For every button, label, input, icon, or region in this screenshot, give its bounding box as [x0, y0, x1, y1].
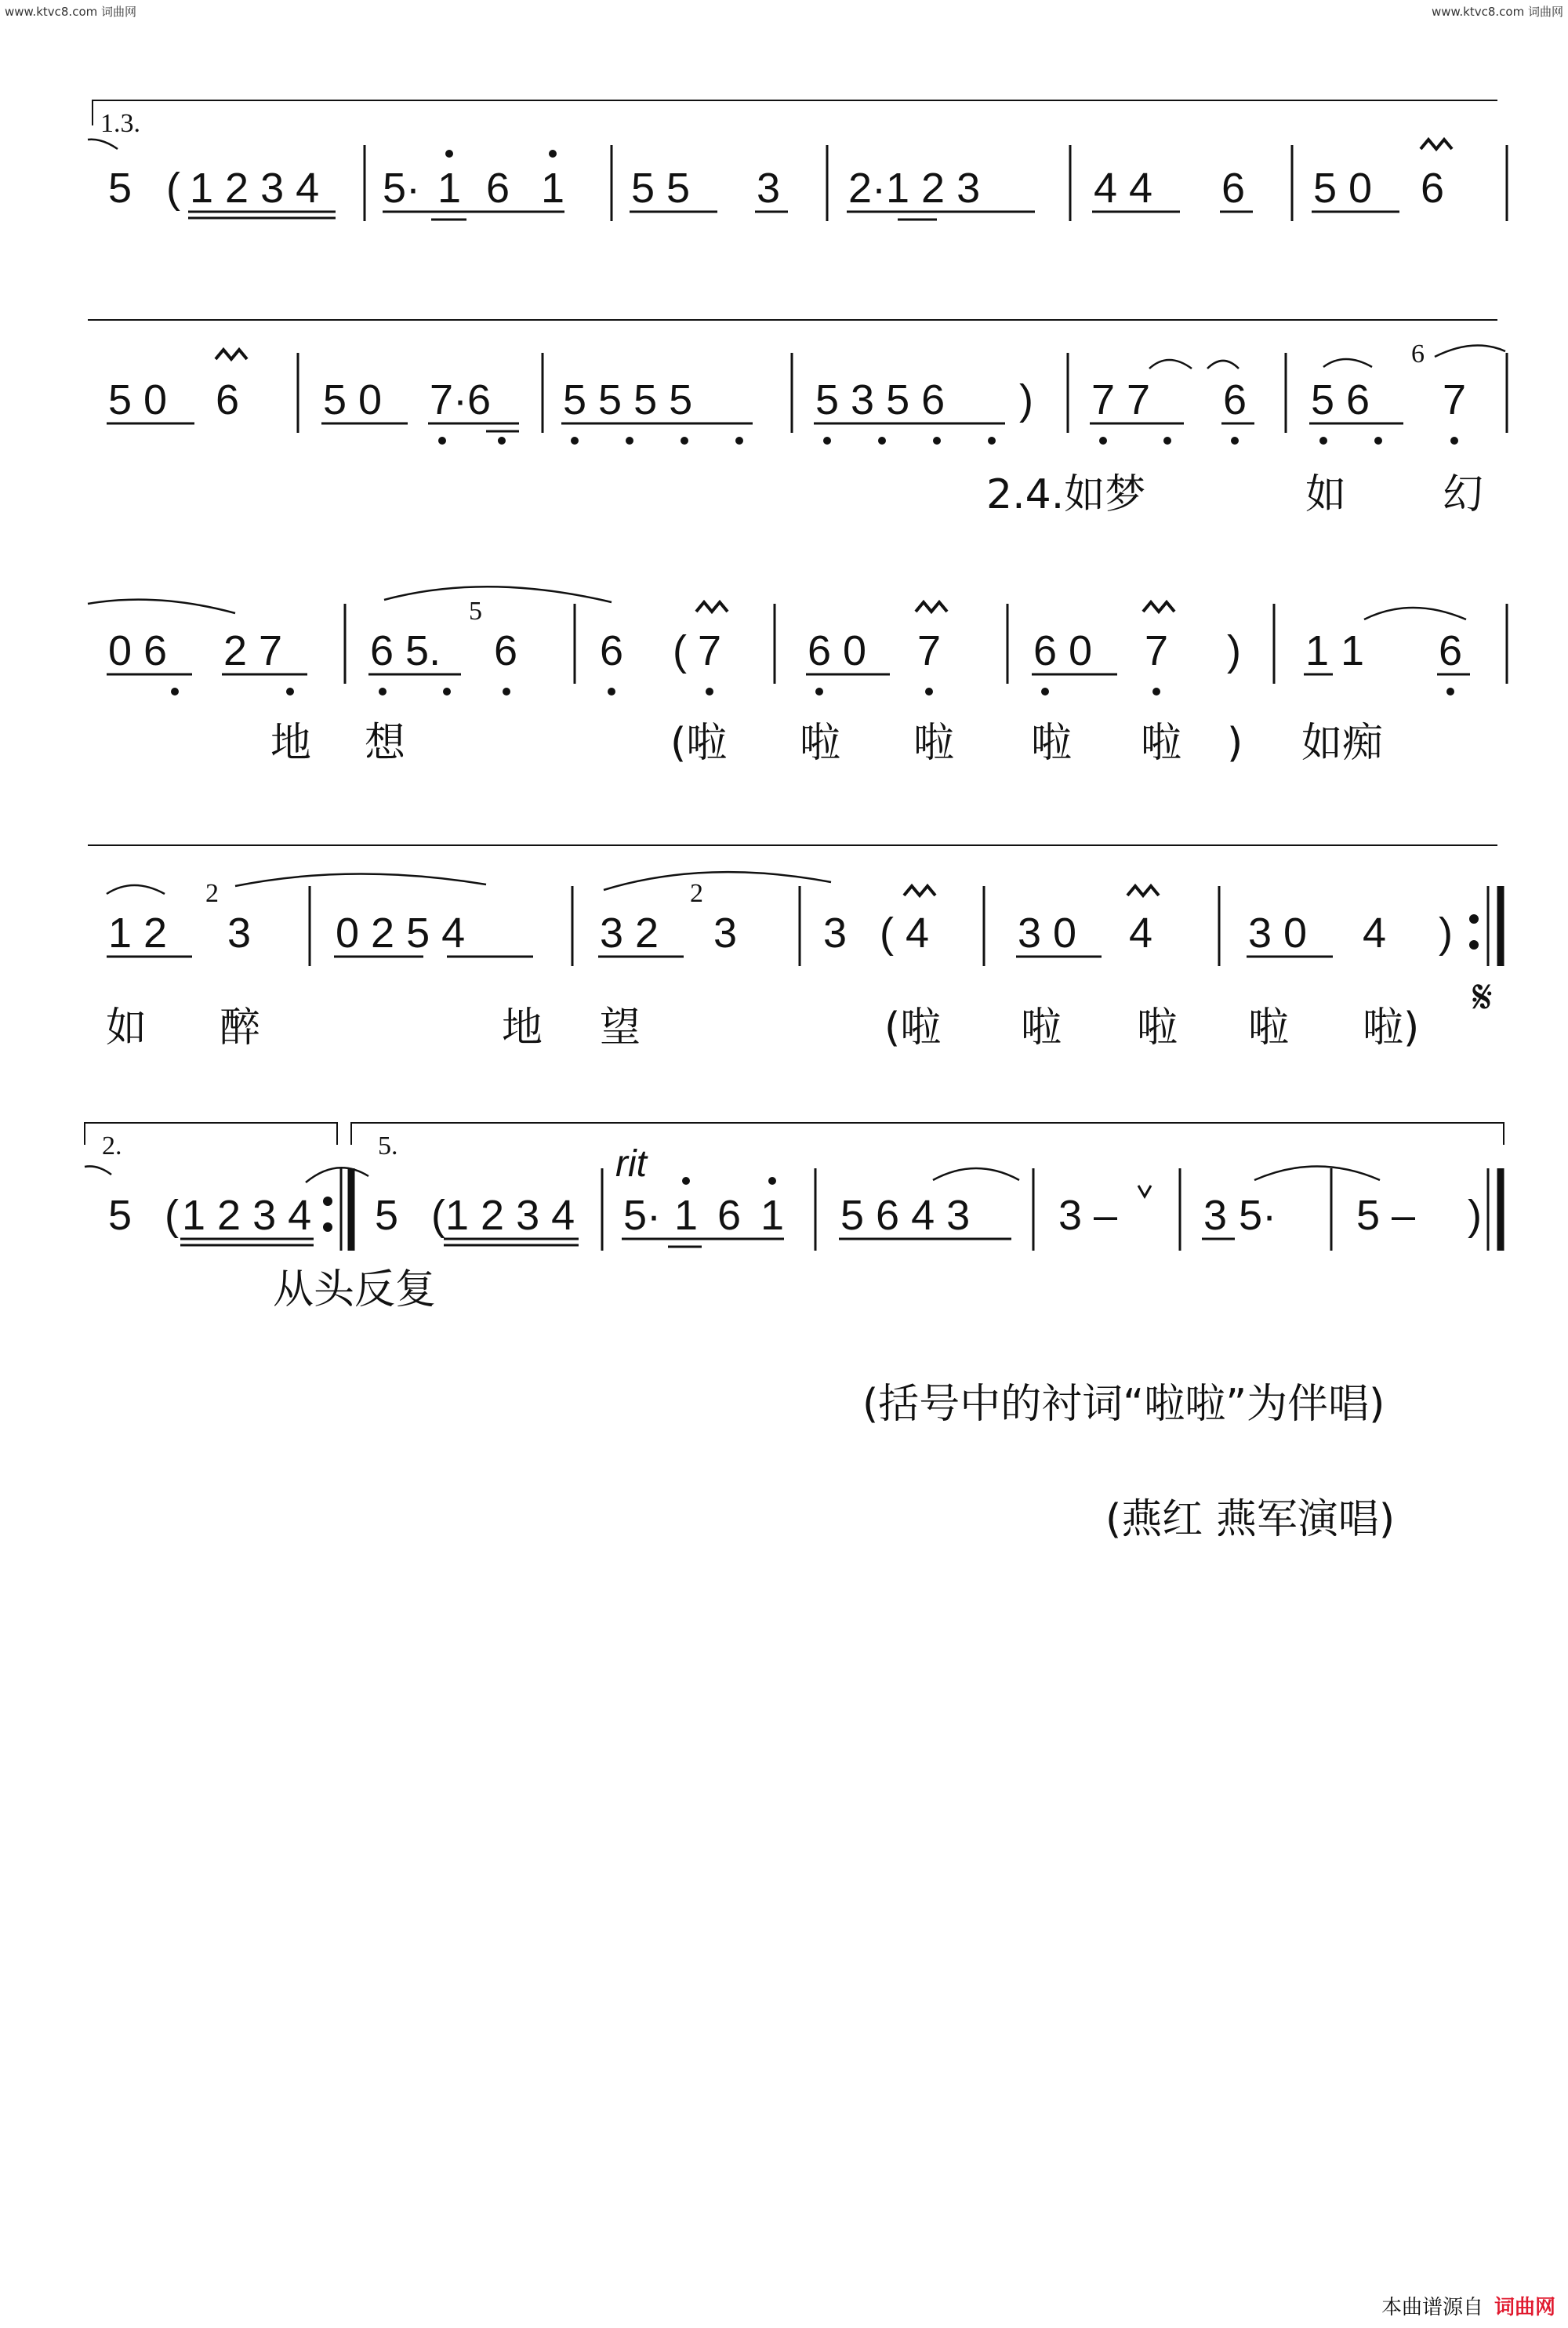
octave-dot: [1099, 437, 1107, 445]
lyric: 2.4.如梦: [986, 471, 1146, 518]
slur: [107, 885, 165, 894]
bracket-close: ): [1019, 376, 1033, 423]
lyric: 幻: [1443, 471, 1484, 518]
note-group: 5 5 5 5: [563, 376, 693, 423]
note: 4: [1129, 910, 1153, 957]
breath-mark: [1138, 1186, 1151, 1197]
octave-dot: [1163, 437, 1171, 445]
note: 4: [1363, 910, 1387, 957]
trill-mark: [696, 602, 728, 612]
slur: [1435, 345, 1505, 357]
volta-label: 1.3.: [100, 109, 140, 138]
octave-dot: [571, 437, 579, 445]
note-group: 3 –: [1058, 1192, 1118, 1239]
note: 7: [1145, 627, 1169, 674]
octave-dot: [379, 688, 387, 695]
note: 6: [216, 376, 240, 423]
grace-note: 5: [469, 597, 482, 626]
trill-mark: [1421, 140, 1452, 149]
note-group: 5 0: [1313, 165, 1373, 212]
tie-mark: [85, 1166, 111, 1175]
volta-bracket: [93, 100, 1497, 125]
note-group: 6 0: [1033, 627, 1093, 674]
octave-dot: [1319, 437, 1327, 445]
repeat-dot: [323, 1197, 332, 1206]
octave-dot: [823, 437, 831, 445]
octave-dot: [706, 688, 713, 695]
lyric: 想: [365, 720, 406, 767]
bracket-open: (: [880, 910, 894, 957]
bracket-open: (: [166, 165, 180, 212]
note: 3: [227, 910, 252, 957]
volta-bracket: [85, 1123, 337, 1145]
note: 1: [760, 1192, 785, 1239]
note-group: 1 1: [1305, 627, 1365, 674]
site-watermark-left: www.ktvc8.com 词曲网: [5, 5, 137, 19]
note: 4: [906, 910, 930, 957]
lyric: 地: [502, 1004, 543, 1051]
slur: [933, 1168, 1019, 1180]
note: 3: [713, 910, 738, 957]
lyric: 如: [106, 1004, 147, 1051]
note: 5: [108, 165, 132, 212]
note: 7: [1443, 376, 1467, 423]
note: 7: [917, 627, 942, 674]
octave-dot: [438, 437, 446, 445]
lyric: 啦: [1021, 1004, 1062, 1051]
tie-mark: [88, 140, 118, 149]
source-watermark: [1381, 2291, 1555, 2320]
site-watermark-right: www.ktvc8.com 词曲网: [1431, 5, 1563, 19]
note-group: 1 2 3 4: [182, 1192, 312, 1239]
tie-mark: [306, 1168, 368, 1182]
score-row-4: [88, 845, 1501, 1051]
note-group: 4 4: [1094, 165, 1153, 212]
accompaniment-note: (括号中的衬词“啦啦”为伴唱): [862, 1381, 1385, 1428]
octave-dot: [1450, 437, 1458, 445]
octave-dot: [1374, 437, 1382, 445]
lyric: 啦: [800, 720, 841, 767]
note-group: 3 0: [1248, 910, 1308, 957]
octave-dot: [735, 437, 743, 445]
trill-mark: [904, 886, 935, 895]
octave-dot: [682, 1177, 690, 1185]
lyric: 啦: [913, 720, 955, 767]
note-group: 3 0: [1018, 910, 1077, 957]
slur: [1364, 608, 1466, 619]
note-group: 7 7: [1091, 376, 1151, 423]
octave-dot: [503, 688, 510, 695]
lyric: 啦: [1248, 1004, 1290, 1051]
octave-dot: [549, 150, 557, 158]
trill-mark: [1143, 602, 1174, 612]
instruction-text: 从头反复: [273, 1266, 437, 1313]
note: 1: [541, 165, 565, 212]
repeat-dot: [1469, 914, 1479, 924]
note-group: 5 0: [108, 376, 168, 423]
note: 6: [1223, 376, 1247, 423]
performer-note: (燕红 燕军演唱): [1105, 1496, 1396, 1543]
lyric: ): [1227, 720, 1243, 767]
octave-dot: [988, 437, 996, 445]
note-group: 5 6 4 3: [840, 1192, 971, 1239]
lyric: 啦: [1031, 720, 1073, 767]
note: 1: [674, 1192, 699, 1239]
octave-dot: [443, 688, 451, 695]
octave-dot: [286, 688, 294, 695]
slur: [1323, 359, 1372, 367]
octave-dot: [933, 437, 941, 445]
note-group: 6 5.: [370, 627, 441, 674]
note-group: 5·: [383, 165, 421, 212]
octave-dot: [1041, 688, 1049, 695]
volta-label: 5.: [378, 1131, 398, 1160]
slur: [235, 873, 486, 886]
octave-dot: [498, 437, 506, 445]
note-group: 3 5·: [1203, 1192, 1277, 1239]
score-row-3: [88, 587, 1507, 767]
lyric: 啦): [1363, 1004, 1420, 1051]
note-group: 7·6: [430, 376, 492, 423]
octave-dot: [1446, 688, 1454, 695]
lyric: 地: [270, 720, 312, 767]
slur: [1207, 361, 1239, 369]
note: 6: [1221, 165, 1246, 212]
octave-dot: [681, 437, 688, 445]
octave-dot: [445, 150, 453, 158]
bracket-open: (: [673, 627, 687, 674]
note: 6: [494, 627, 518, 674]
lyric: 啦: [1141, 720, 1182, 767]
grace-note: 2: [690, 879, 703, 908]
note-group: 1 2: [108, 910, 168, 957]
octave-dot: [925, 688, 933, 695]
note-group: 5 3 5 6: [815, 376, 946, 423]
bracket-open: (: [165, 1192, 179, 1239]
octave-dot: [815, 688, 823, 695]
bracket-close: ): [1227, 627, 1241, 674]
octave-dot: [1231, 437, 1239, 445]
note: 6: [486, 165, 510, 212]
volta-label: 2.: [102, 1131, 122, 1160]
repeat-dot: [323, 1222, 332, 1232]
note: 6: [600, 627, 624, 674]
score-row-5: [85, 1123, 1504, 1313]
note: 5: [108, 1192, 132, 1239]
note-group: 5 5: [631, 165, 691, 212]
lyric: 啦: [1137, 1004, 1178, 1051]
note-group: 6 0: [808, 627, 867, 674]
bracket-open: (: [431, 1192, 445, 1239]
grace-note: 2: [205, 879, 219, 908]
slur: [604, 872, 831, 890]
note-group: 5 0: [323, 376, 383, 423]
bracket-close: ): [1439, 910, 1453, 957]
note-group: 5·: [623, 1192, 662, 1239]
tempo-marking: rit: [615, 1143, 647, 1185]
lyric: 如痴: [1301, 720, 1384, 767]
note: 1: [437, 165, 462, 212]
note: 6: [717, 1192, 742, 1239]
note-group: 2 7: [223, 627, 283, 674]
source-text: 本曲谱源自: [1381, 2296, 1483, 2319]
note: 6: [1439, 627, 1463, 674]
slur: [384, 587, 612, 602]
grace-note: 6: [1411, 340, 1425, 369]
note-group: 1 2 3 4: [190, 165, 320, 212]
octave-dot: [1152, 688, 1160, 695]
note: 7: [698, 627, 722, 674]
lyric: (啦: [670, 720, 728, 767]
score-row-1: [88, 100, 1507, 221]
trill-mark: [1127, 886, 1159, 895]
octave-dot: [878, 437, 886, 445]
note-group: 3 2: [600, 910, 659, 957]
bracket-close: ): [1468, 1192, 1482, 1239]
slur: [88, 600, 235, 613]
score-row-2: [88, 320, 1507, 518]
note-group: 0 2 5 4: [336, 910, 466, 957]
source-brand[interactable]: 词曲网: [1494, 2296, 1555, 2319]
note: 6: [1421, 165, 1445, 212]
note: 5: [375, 1192, 399, 1239]
octave-dot: [608, 688, 615, 695]
octave-dot: [171, 688, 179, 695]
note: 3: [757, 165, 781, 212]
note-group: 5 –: [1356, 1192, 1416, 1239]
lyric: 望: [600, 1004, 641, 1051]
trill-mark: [916, 602, 947, 612]
segno-sign: 𝄋: [1472, 971, 1493, 1023]
octave-dot: [768, 1177, 776, 1185]
note: 3: [823, 910, 848, 957]
octave-dot: [626, 437, 633, 445]
note-group: 2·1 2 3: [848, 165, 981, 212]
trill-mark: [216, 350, 247, 359]
repeat-dot: [1469, 940, 1479, 950]
volta-bracket: [351, 1123, 1504, 1145]
lyric: (啦: [884, 1004, 942, 1051]
lyric: 如: [1305, 471, 1347, 518]
slur: [1149, 360, 1192, 369]
note-group: 0 6: [108, 627, 168, 674]
note-group: 1 2 3 4: [445, 1192, 575, 1239]
note-group: 5 6: [1311, 376, 1370, 423]
slur: [1254, 1167, 1380, 1181]
lyric: 醉: [220, 1004, 261, 1051]
